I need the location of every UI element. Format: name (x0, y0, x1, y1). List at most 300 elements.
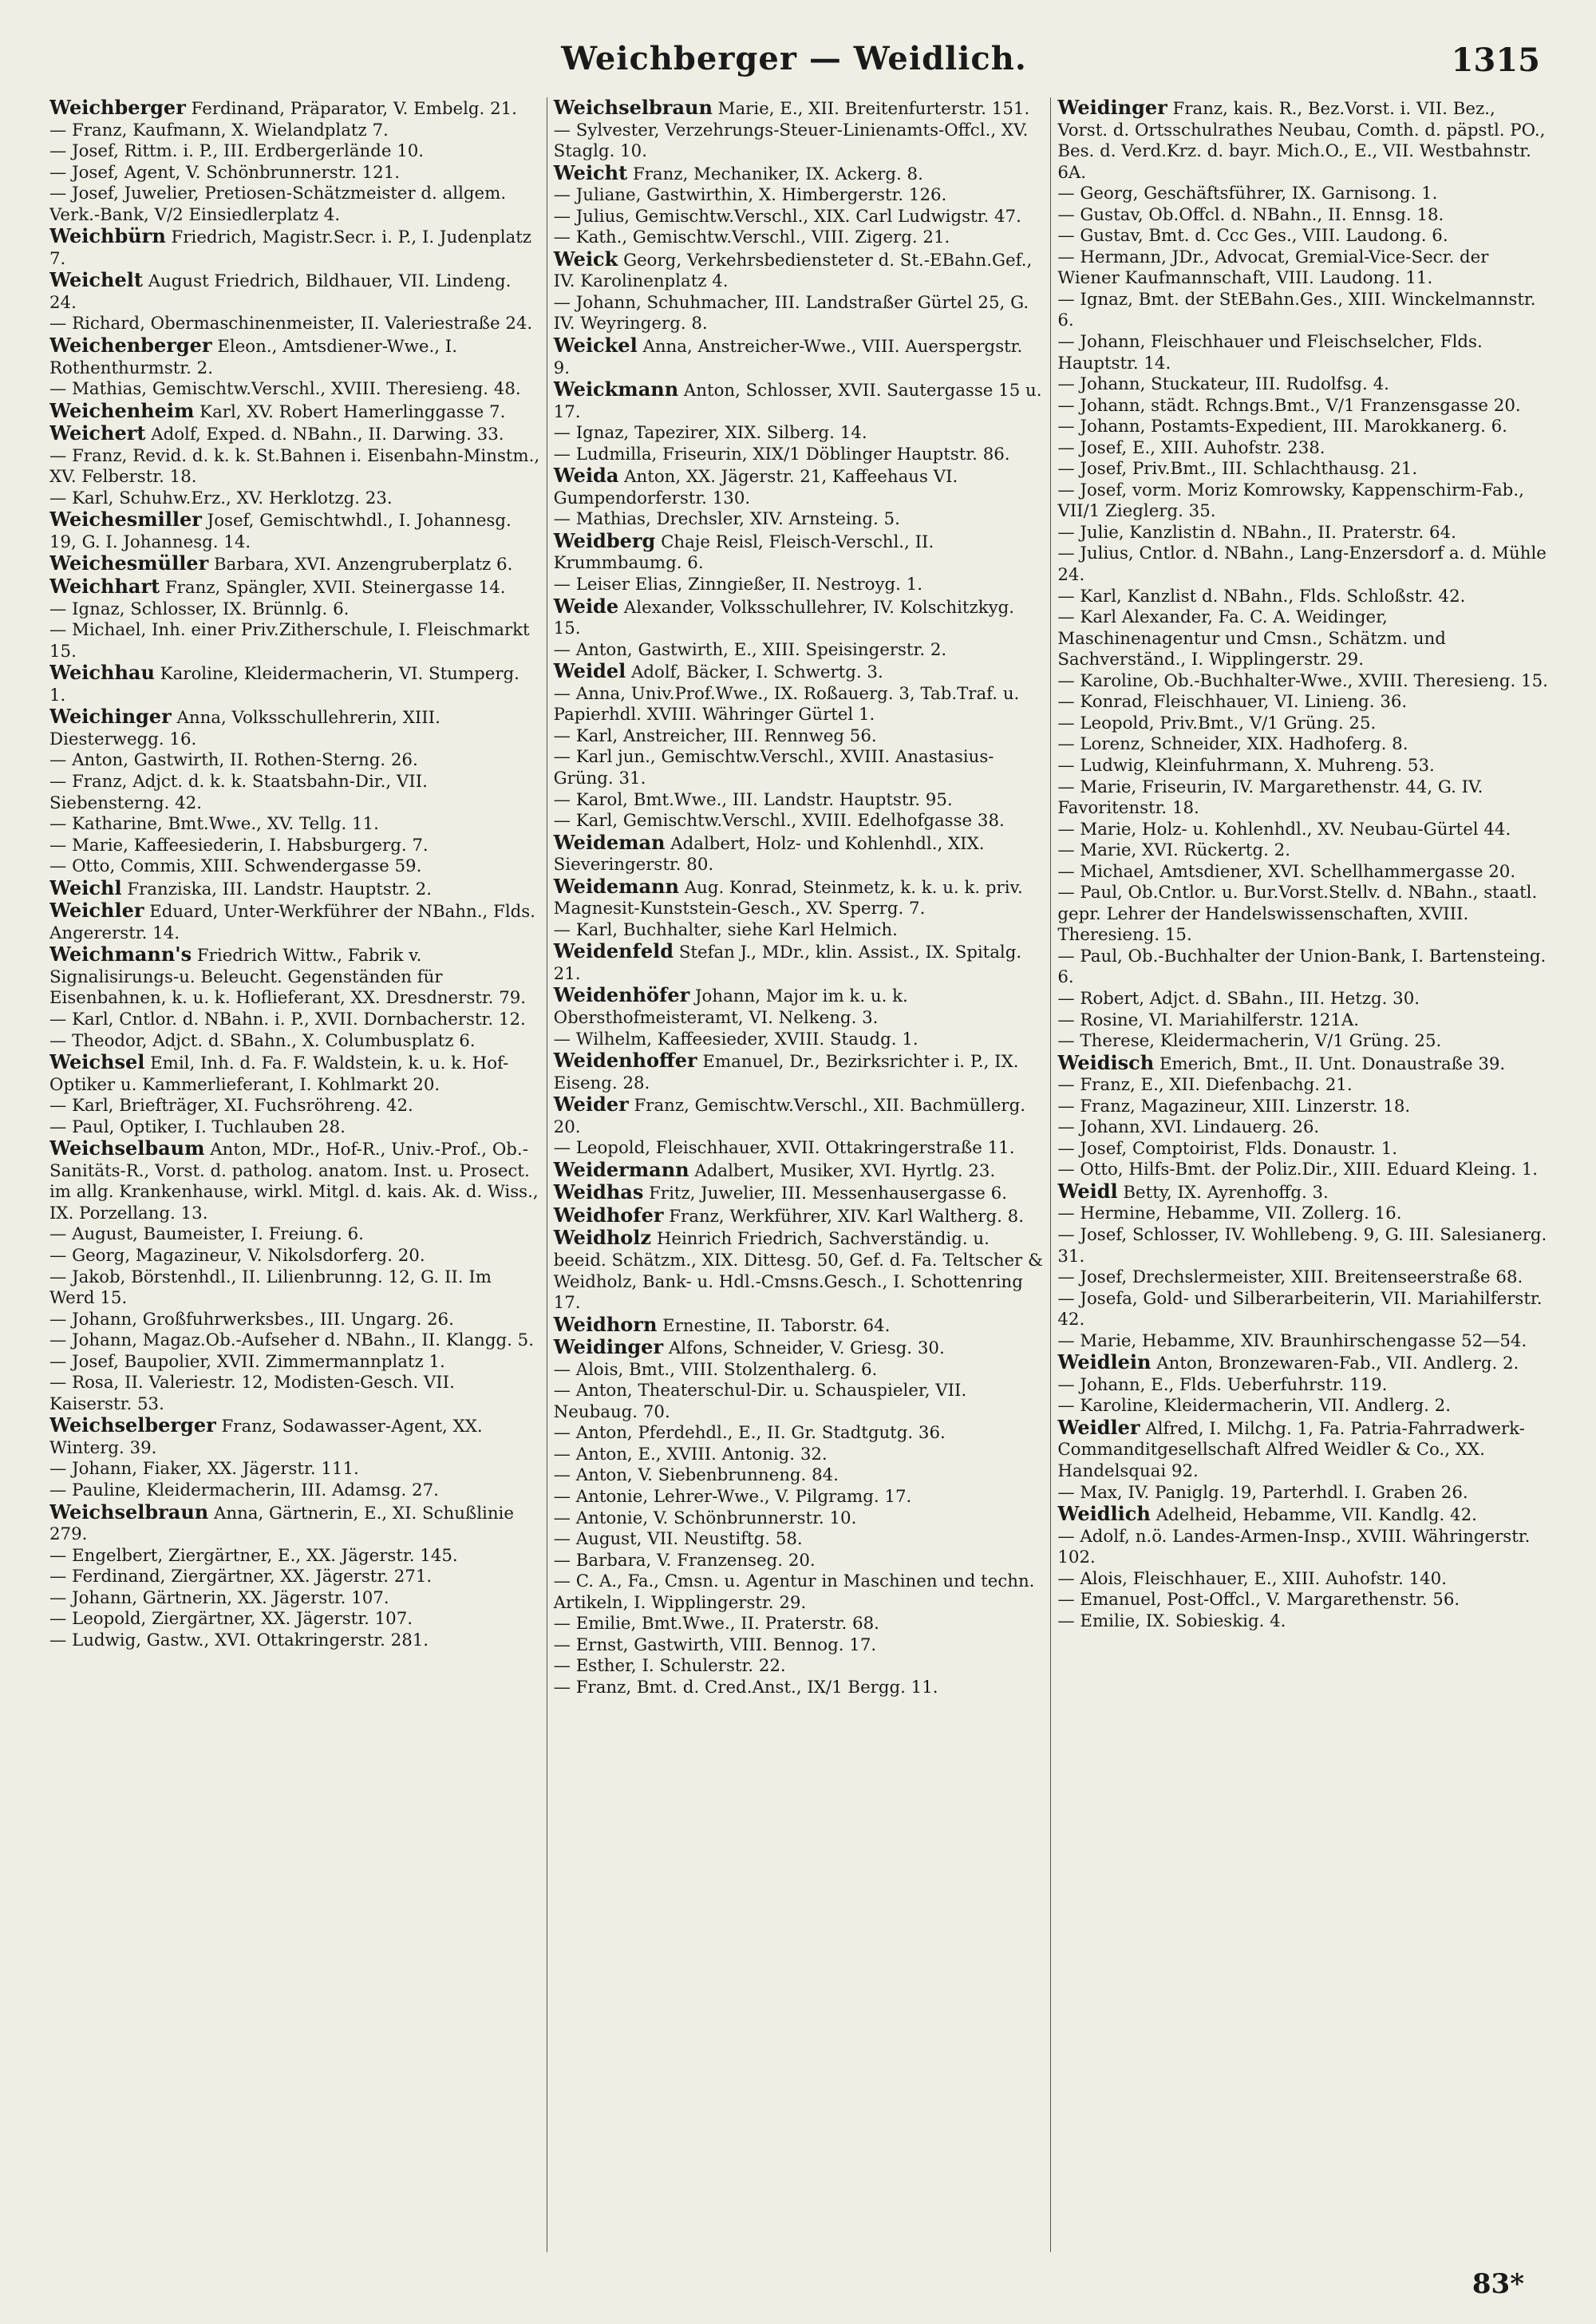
entry-surname: Weidel (553, 659, 626, 683)
entry-surname: Weichsel (49, 1050, 145, 1074)
directory-entry (554, 423, 1045, 445)
page-number: 1315 (1451, 42, 1540, 79)
directory-entry (1057, 97, 1548, 184)
directory-entry (553, 160, 1045, 186)
entry-surname: Weichenheim (49, 398, 195, 422)
entry-text: — Robert, Adjct. d. SBahn., III. Hetzg. 30. (1057, 988, 1420, 1009)
directory-entry (554, 445, 1045, 466)
entry-surname: Weidberg (553, 528, 656, 552)
entry-text: Ernestine, II. Taborstr. 64. (657, 1315, 891, 1336)
entry-text: Adolf, Bäcker, I. Schwertg. 3. (626, 662, 883, 683)
entry-text: Karl, XV. Robert Hamerlinggasse 7. (194, 401, 506, 422)
entry-text: — Rosine, VI. Mariahilferstr. 121A. (1057, 1010, 1360, 1030)
entry-surname: Weickmann (553, 377, 679, 401)
directory-entry (1057, 290, 1548, 332)
directory-entry (554, 1656, 1045, 1678)
entry-surname: Weichl (49, 875, 122, 899)
entry-text: — Mathias, Gemischtw.Verschl., XVIII. Theresieng. 48. (49, 379, 521, 400)
entry-surname: Weichmann's (49, 943, 192, 966)
entry-surname: Weidenhoffer (553, 1049, 697, 1073)
entry-text: — Paul, Ob.Cntlor. u. Bur.Vorst.Stellv. d. NBahn., staatl. gepr. Lehrer der Handelswissenschaften, XVIII. Theresieng. 15. (1057, 883, 1538, 946)
directory-entry (49, 900, 540, 944)
entry-text: Alfred, I. Milchg. 1, Fa. Patria-Fahrradwerk-Commanditgesellschaft Alfred Weidler & Co., XX. Handelsquai 92. (1057, 1418, 1525, 1481)
entry-text: — Emilie, Bmt.Wwe., II. Praterstr. 68. (553, 1614, 879, 1634)
directory-entry (1057, 543, 1548, 586)
directory-entry (49, 141, 540, 163)
directory-entry (1057, 184, 1548, 205)
directory-entry (554, 920, 1045, 942)
entry-surname: Weidhorn (553, 1312, 658, 1336)
entry-text: Adalbert, Holz- und Kohlenhdl., XIX. Sieveringerstr. 80. (553, 833, 985, 875)
directory-entry (1057, 1396, 1548, 1417)
entry-surname: Weidler (1057, 1415, 1140, 1439)
directory-columns (49, 97, 1548, 2252)
entry-surname: Weidholz (553, 1226, 652, 1250)
directory-entry (1057, 1504, 1548, 1527)
directory-entry (1057, 480, 1548, 523)
entry-text: — August, Baumeister, I. Freiung. 6. (49, 1224, 364, 1245)
entry-text: — Alois, Bmt., VIII. Stolzenthalerg. 6. (553, 1359, 878, 1380)
directory-entry (1057, 1417, 1548, 1483)
entry-surname: Weidlein (1057, 1350, 1152, 1374)
entry-text: — Therese, Kleidermacherin, V/1 Grüng. 25. (1057, 1031, 1442, 1052)
entry-text: — Gustav, Ob.Offcl. d. NBahn., II. Ennsg. 18. (1057, 204, 1444, 225)
entry-surname: Weidenhöfer (553, 983, 690, 1007)
directory-entry (49, 1138, 540, 1224)
entry-surname: Weichselbraun (49, 1500, 209, 1524)
entry-surname: Weide (553, 594, 619, 618)
directory-entry (553, 1157, 1045, 1183)
directory-entry (554, 640, 1045, 662)
entry-surname: Weidl (1057, 1179, 1118, 1203)
directory-entry (1057, 862, 1548, 883)
entry-text: — Franz, Adjct. d. k. k. Staatsbahn-Dir., VII. Siebensterng. 42. (49, 771, 428, 813)
directory-entry (49, 1609, 540, 1630)
entry-surname: Weicht (553, 160, 628, 184)
entry-text: Emanuel, Dr., Bezirksrichter i. P., IX. Eiseng. 28. (553, 1052, 1019, 1093)
entry-text: Johann, Major im k. u. k. Obersthofmeisteramt, VI. Nelkeng. 3. (553, 986, 908, 1028)
entry-text: — Hermann, JDr., Advocat, Gremial-Vice-Secr. der Wiener Kaufmannschaft, VIII. Laudong. 11. (1057, 247, 1489, 289)
entry-text: — Marie, Kaffeesiederin, I. Habsburgerg. 7. (49, 835, 429, 856)
entry-text: — Leopold, Ziergärtner, XX. Jägerstr. 107. (49, 1609, 413, 1630)
directory-entry (554, 790, 1045, 812)
entry-text: Anna, Anstreicher-Wwe., VIII. Auerspergstr. 9. (553, 337, 1023, 378)
entry-text: Franz, Werkführer, XIV. Karl Waltherg. 8. (663, 1206, 1024, 1227)
entry-text: Stefan J., MDr., klin. Assist., IX. Spitalg. 21. (553, 943, 1022, 984)
directory-entry (1057, 1181, 1548, 1204)
directory-entry (1057, 713, 1548, 735)
directory-entry (49, 1546, 540, 1567)
directory-entry (554, 1445, 1045, 1466)
entry-text: — Johann, E., Flds. Ueberfuhrstr. 119. (1057, 1374, 1388, 1395)
entry-surname: Weichesmüller (49, 551, 209, 575)
directory-entry (49, 423, 540, 446)
entry-text: Emil, Inh. d. Fa. F. Waldstein, k. u. k. Hof-Optiker u. Kammerlieferant, I. Kohlmarkt 20. (49, 1053, 509, 1095)
entry-text: — Antonie, Lehrer-Wwe., V. Pilgramg. 17. (553, 1487, 912, 1507)
directory-entry (554, 1381, 1045, 1423)
directory-entry (49, 1415, 540, 1459)
entry-text: Chaje Reisl, Fleisch-Verschl., II. Krummbaumg. 6. (553, 532, 934, 574)
directory-entry (554, 509, 1045, 531)
directory-entry (554, 1529, 1045, 1551)
directory-entry (554, 1614, 1045, 1635)
entry-text: — Leopold, Priv.Bmt., V/1 Grüng. 25. (1057, 713, 1377, 733)
directory-entry (554, 726, 1045, 748)
entry-text: Anton, XX. Jägerstr. 21, Kaffeehaus VI. Gumpendorferstr. 130. (553, 467, 958, 508)
entry-text: — Richard, Obermaschinenmeister, II. Valeriestraße 24. (49, 314, 533, 334)
directory-entry (554, 1138, 1045, 1160)
entry-text: — Karoline, Kleidermacherin, VII. Andlerg. 2. (1057, 1396, 1452, 1417)
directory-entry (1057, 1289, 1548, 1331)
entry-text: — August, VII. Neustiftg. 58. (553, 1529, 803, 1550)
entry-text: — Julius, Cntlor. d. NBahn., Lang-Enzersdorf a. d. Mühle 24. (1057, 543, 1547, 586)
directory-entry (554, 1094, 1045, 1138)
entry-text: — Marie, XVI. Rückertg. 2. (1057, 840, 1290, 861)
entry-text: Anton, MDr., Hof-R., Univ.-Prof., Ob.-Sanitäts-R., Vorst. d. patholog. anatom. Inst. u. Prosect. im allg. Krankenhause, wirkl. Mitgl. d. kais. Ak. d. Wiss., IX. Porzellang. 13. (49, 1140, 539, 1223)
directory-entry (554, 379, 1045, 423)
entry-text: Franziska, III. Landstr. Hauptstr. 2. (121, 879, 433, 899)
entry-surname: Weichselbraun (553, 97, 713, 119)
entry-text: — Johann, Stuckateur, III. Rudolfsg. 4. (1057, 374, 1389, 395)
entry-text: — C. A., Fa., Cmsn. u. Agentur in Maschinen und techn. Artikeln, I. Wipplingerstr. 29. (553, 1571, 1035, 1613)
directory-entry (49, 1267, 540, 1310)
directory-entry (1057, 1527, 1548, 1569)
directory-entry (49, 1630, 540, 1652)
directory-entry (49, 576, 540, 599)
entry-text: — Franz, Revid. d. k. k. St.Bahnen i. Eisenbahn-Minstm., XV. Felberstr. 18. (49, 445, 540, 488)
entry-text: — Johann, Großfuhrwerksbes., III. Ungarg. 26. (49, 1309, 454, 1330)
directory-entry (49, 121, 540, 142)
entry-text: Marie, E., XII. Breitenfurterstr. 151. (712, 99, 1030, 119)
entry-text: — Johann, Fiaker, XX. Jägerstr. 111. (49, 1459, 359, 1480)
directory-entry (1057, 607, 1548, 671)
entry-text: — Karoline, Ob.-Buchhalter-Wwe., XVIII. Theresieng. 15. (1057, 670, 1548, 691)
directory-entry (1057, 1139, 1548, 1160)
directory-entry (49, 814, 540, 836)
entry-text: — Josef, vorm. Moriz Komrowsky, Kappenschirm-Fab., VII/1 Zieglerg. 35. (1057, 480, 1524, 522)
directory-entry (1057, 1204, 1548, 1225)
directory-entry (1057, 989, 1548, 1010)
entry-text: — Georg, Magazineur, V. Nikolsdorferg. 20. (49, 1245, 425, 1266)
directory-entry (554, 1314, 1045, 1338)
entry-text: — Adolf, n.ö. Landes-Armen-Insp., XVIII. Währingerstr. 102. (1057, 1526, 1531, 1568)
entry-text: — Johann, Fleischhauer und Fleischselcher, Flds. Hauptstr. 14. (1057, 332, 1483, 374)
directory-entry (1057, 883, 1548, 947)
directory-entry (49, 1246, 540, 1267)
entry-text: — Marie, Friseurin, IV. Margarethenstr. 44, G. IV. Favoritenstr. 18. (1057, 777, 1483, 819)
entry-text: — Michael, Inh. einer Priv.Zitherschule, I. Fleischmarkt 15. (49, 620, 530, 662)
directory-entry (553, 528, 1045, 575)
directory-entry (554, 335, 1045, 379)
entry-surname: Weidinger (553, 1335, 664, 1359)
directory-entry (49, 335, 540, 379)
directory-entry (1057, 1590, 1548, 1611)
directory-entry (1057, 1569, 1548, 1591)
entry-text: — Otto, Commis, XIII. Schwendergasse 59. (49, 856, 422, 877)
entry-surname: Weidhofer (553, 1203, 664, 1227)
entry-text: — Johann, XVI. Lindauerg. 26. (1057, 1117, 1320, 1138)
entry-text: — Anton, E., XVIII. Antonig. 32. (553, 1444, 828, 1464)
entry-text: Emerich, Bmt., II. Unt. Donaustraße 39. (1154, 1053, 1506, 1074)
directory-entry (49, 1117, 540, 1139)
directory-entry (49, 1373, 540, 1415)
entry-text: — Johann, Gärtnerin, XX. Jägerstr. 107. (49, 1587, 389, 1608)
entry-text: Fritz, Juwelier, III. Messenhausergasse 6. (643, 1184, 1007, 1204)
column-middle (547, 97, 1045, 2252)
entry-text: Karoline, Kleidermacherin, VI. Stumperg. 1. (49, 664, 519, 706)
entry-text: — Johann, städt. Rchngs.Bmt., V/1 Franzensgasse 20. (1057, 395, 1521, 416)
entry-text: — Ernst, Gastwirth, VIII. Bennog. 17. (553, 1634, 877, 1655)
directory-entry (554, 876, 1045, 920)
directory-entry (554, 661, 1045, 684)
directory-entry (1057, 1160, 1548, 1181)
directory-entry (49, 1224, 540, 1246)
directory-entry (49, 398, 540, 424)
entry-surname: Weidhas (553, 1180, 644, 1204)
entry-surname: Weider (553, 1093, 629, 1117)
directory-entry (554, 596, 1045, 640)
entry-text: Georg, Verkehrsbediensteter d. St.-EBahn.Gef., IV. Karolinenplatz 4. (553, 250, 1033, 292)
entry-surname: Weichert (49, 421, 146, 445)
directory-entry (554, 121, 1045, 163)
directory-entry (554, 811, 1045, 832)
directory-entry (554, 1635, 1045, 1657)
entry-text: — Josef, E., XIII. Auhofstr. 238. (1057, 437, 1325, 458)
directory-entry (554, 1423, 1045, 1445)
entry-text: — Karl jun., Gemischtw.Verschl., XVIII. Anastasius-Grüng. 31. (553, 747, 994, 788)
entry-text: — Jakob, Börstenhdl., II. Lilienbrunng. 12, G. II. Im Werd 15. (49, 1267, 492, 1309)
entry-text: — Ignaz, Tapezirer, XIX. Silberg. 14. (553, 423, 867, 444)
directory-entry (1057, 777, 1548, 820)
directory-entry (1057, 523, 1548, 544)
directory-entry (554, 293, 1045, 335)
entry-text: — Karl, Kanzlist d. NBahn., Flds. Schloßstr. 42. (1057, 586, 1466, 607)
entry-surname: Weidlich (1057, 1502, 1151, 1526)
entry-text: — Anton, V. Siebenbrunneng. 84. (553, 1465, 839, 1486)
entry-text: — Josef, Baupolier, XVII. Zimmermannplatz 1. (49, 1351, 445, 1372)
entry-text: Ferdinand, Präparator, V. Embelg. 21. (185, 99, 517, 119)
directory-entry (554, 1360, 1045, 1381)
entry-surname: Weichinger (49, 705, 172, 729)
signature-mark: 83* (1472, 2268, 1524, 2300)
entry-text: — Karl Alexander, Fa. C. A. Weidinger, Maschinenagentur und Cmsn., Schätzm. und Sachverständ., I. Wipplingerstr. 29. (1057, 607, 1446, 670)
entry-text: — Josef, Priv.Bmt., III. Schlachthausg. 21. (1057, 459, 1418, 480)
directory-entry (49, 509, 540, 553)
directory-entry (1057, 396, 1548, 417)
directory-entry (1057, 247, 1548, 290)
directory-entry (49, 1330, 540, 1352)
entry-text: — Ludmilla, Friseurin, XIX/1 Döblinger Hauptstr. 86. (553, 444, 1010, 464)
entry-text: — Emanuel, Post-Offcl., V. Margarethenstr. 56. (1057, 1590, 1460, 1611)
directory-entry (1057, 587, 1548, 608)
entry-text: — Esther, I. Schulerstr. 22. (553, 1656, 786, 1677)
entry-text: Josef, Gemischtwhdl., I. Johannesg. 19, G. I. Johannesg. 14. (49, 511, 512, 552)
directory-entry (1057, 1331, 1548, 1353)
entry-text: — Karl, Anstreicher, III. Rennweg 56. (553, 725, 877, 746)
directory-entry (49, 1502, 540, 1546)
directory-entry (1057, 1267, 1548, 1289)
entry-text: — Johann, Postamts-Expedient, III. Marokkanerg. 6. (1057, 417, 1507, 437)
page-header (48, 40, 1540, 88)
entry-text: Anna, Gärtnerin, E., XI. Schußlinie 279. (49, 1503, 514, 1545)
directory-entry (554, 97, 1045, 121)
entry-text: — Marie, Holz- u. Kohlenhdl., XV. Neubau-Gürtel 44. (1057, 819, 1511, 840)
entry-text: — Karl, Gemischtw.Verschl., XVIII. Edelhofgasse 38. (553, 811, 1005, 832)
directory-entry (554, 684, 1045, 726)
entry-text: — Josef, Rittm. i. P., III. Erdbergerlände 10. (49, 141, 425, 162)
entry-surname: Weichelt (49, 268, 143, 292)
directory-entry (554, 1205, 1045, 1228)
directory-entry (1057, 756, 1548, 777)
directory-entry (49, 836, 540, 857)
entry-text: Franz, kais. R., Bez.Vorst. i. VII. Bez., Vorst. d. Ortsschulrathes Neubau, Comth. d. päpstl. PO., Bes. d. Verd.Krz. d. bayr. Mich.O., E., VII. Westbahnstr. 6A. (1057, 99, 1546, 183)
entry-text: — Ignaz, Bmt. der StEBahn.Ges., XIII. Winckelmannstr. 6. (1057, 289, 1536, 331)
entry-text: — Josef, Comptoirist, Flds. Donaustr. 1. (1057, 1138, 1398, 1159)
directory-entry (554, 1551, 1045, 1572)
directory-entry (1057, 1075, 1548, 1097)
directory-entry (49, 662, 540, 706)
directory-entry (1057, 205, 1548, 227)
entry-text: — Anna, Univ.Prof.Wwe., IX. Roßauerg. 3, Tab.Traf. u. Papierhdl. XVIII. Währinger Gürtel 1. (553, 683, 1020, 725)
entry-surname: Weichselberger (49, 1413, 216, 1437)
entry-text: Franz, Sodawasser-Agent, XX. Winterg. 39. (49, 1417, 483, 1458)
page-title: Weichberger — Weidlich. (561, 40, 1027, 77)
directory-entry (49, 1588, 540, 1610)
directory-entry (1057, 459, 1548, 480)
entry-text: — Johann, Schuhmacher, III. Landstraßer Gürtel 25, G. IV. Weyringerg. 8. (553, 292, 1029, 334)
entry-text: — Katharine, Bmt.Wwe., XV. Tellg. 11. (49, 814, 379, 835)
entry-text: — Emilie, IX. Sobieskig. 4. (1057, 1611, 1286, 1631)
entry-text: Anna, Volksschullehrerin, XIII. Diesterwegg. 16. (49, 708, 440, 749)
directory-entry (1057, 1117, 1548, 1139)
entry-text: — Wilhelm, Kaffeesieder, XVIII. Staudg. 1. (553, 1029, 918, 1049)
entry-text: — Julie, Kanzlistin d. NBahn., II. Praterstr. 64. (1057, 522, 1456, 543)
entry-surname: Weichhau (49, 661, 155, 685)
directory-entry (49, 270, 540, 314)
entry-surname: Weichberger (49, 97, 186, 119)
entry-text: Eleon., Amtsdiener-Wwe., I. Rothenthurmstr. 2. (49, 337, 457, 378)
entry-text: — Mathias, Drechsler, XIV. Arnsteing. 5. (553, 509, 900, 530)
column-right (1050, 97, 1548, 2252)
directory-entry (49, 163, 540, 184)
directory-entry (49, 488, 540, 510)
entry-text: Adalbert, Musiker, XVI. Hyrtlg. 23. (689, 1160, 996, 1181)
entry-text: — Georg, Geschäftsführer, IX. Garnisong. 1. (1057, 184, 1438, 204)
entry-text: — Paul, Ob.-Buchhalter der Union-Bank, I. Bartensteing. 6. (1057, 946, 1547, 988)
directory-entry (554, 575, 1045, 596)
directory-entry (554, 1465, 1045, 1487)
directory-entry (49, 226, 540, 270)
directory-entry (1057, 1352, 1548, 1375)
entry-text: Alexander, Volksschullehrer, IV. Kolschitzkyg. 15. (553, 597, 1015, 639)
entry-text: — Theodor, Adjct. d. SBahn., X. Columbusplatz 6. (49, 1030, 476, 1051)
directory-entry (49, 446, 540, 488)
directory-entry (554, 185, 1045, 207)
directory-entry (554, 1487, 1045, 1508)
directory-entry (554, 1050, 1045, 1094)
entry-text: — Anton, Theaterschul-Dir. u. Schauspieler, VII. Neubaug. 70. (553, 1381, 967, 1422)
directory-entry (1057, 1010, 1548, 1032)
directory-entry (1057, 1483, 1548, 1504)
directory-entry (49, 750, 540, 772)
entry-text: — Josef, Juwelier, Pretiosen-Schätzmeister d. allgem. Verk.-Bank, V/2 Einsiedlerplatz 4. (49, 184, 507, 225)
entry-surname: Weickel (553, 334, 638, 358)
entry-text: — Juliane, Gastwirthin, X. Himbergerstr. 126. (553, 185, 947, 206)
directory-entry (49, 620, 540, 662)
directory-entry (554, 1227, 1045, 1314)
entry-text: — Ludwig, Kleinfuhrmann, X. Muhreng. 53. (1057, 755, 1435, 776)
directory-entry (49, 1031, 540, 1053)
directory-entry (1057, 417, 1548, 438)
directory-entry (554, 1678, 1045, 1699)
directory-entry (49, 599, 540, 621)
directory-entry (1057, 332, 1548, 374)
entry-text: — Lorenz, Schneider, XIX. Hadhoferg. 8. (1057, 734, 1408, 755)
directory-entry (49, 1096, 540, 1117)
directory-entry (49, 314, 540, 335)
directory-entry (49, 184, 540, 226)
column-left (49, 97, 540, 2252)
entry-text: — Konrad, Fleischhauer, VI. Linieng. 36. (1057, 692, 1408, 713)
entry-text: — Julius, Gemischtw.Verschl., XIX. Carl Ludwigstr. 47. (553, 206, 1021, 227)
entry-surname: Weidemann (553, 874, 679, 898)
directory-entry (1057, 1375, 1548, 1397)
entry-surname: Weichbürn (49, 224, 166, 248)
entry-text: Alfons, Schneider, V. Griesg. 30. (663, 1338, 945, 1359)
directory-entry (554, 747, 1045, 789)
entry-surname: Weichler (49, 899, 144, 923)
entry-text: — Michael, Amtsdiener, XVI. Schellhammergasse 20. (1057, 861, 1516, 882)
entry-text: — Franz, E., XII. Diefenbachg. 21. (1057, 1075, 1353, 1096)
directory-entry (1057, 671, 1548, 693)
entry-text: Anton, Schlosser, XVII. Sautergasse 15 u. 17. (553, 381, 1042, 422)
entry-text: — Otto, Hilfs-Bmt. der Poliz.Dir., XIII. Eduard Kleing. 1. (1057, 1160, 1539, 1180)
entry-text: — Franz, Magazineur, XIII. Linzerstr. 18. (1057, 1096, 1411, 1117)
entry-text: Adelheid, Hebamme, VII. Kandlg. 42. (1150, 1505, 1477, 1526)
entry-text: Franz, Mechaniker, IX. Ackerg. 8. (627, 164, 923, 184)
directory-entry (554, 1571, 1045, 1614)
directory-entry (554, 465, 1045, 509)
directory-entry (49, 706, 540, 750)
directory-entry (554, 1337, 1045, 1360)
directory-entry (49, 1567, 540, 1588)
entry-text: — Gustav, Bmt. d. Ccc Ges., VIII. Laudong. 6. (1057, 226, 1448, 247)
directory-entry (49, 1310, 540, 1331)
entry-surname: Weichenberger (49, 334, 212, 358)
directory-entry (554, 832, 1045, 876)
entry-text: — Josefa, Gold- und Silberarbeiterin, VII. Mariahilferstr. 42. (1057, 1288, 1543, 1330)
entry-text: — Anton, Gastwirth, E., XIII. Speisingerstr. 2. (553, 639, 947, 660)
directory-entry (554, 249, 1045, 293)
entry-text: — Karl, Cntlor. d. NBahn. i. P., XVII. Dornbacherstr. 12. (49, 1009, 526, 1030)
directory-entry (49, 1352, 540, 1373)
entry-surname: Weida (553, 464, 619, 488)
entry-text: — Ludwig, Gastw., XVI. Ottakringerstr. 281. (49, 1630, 429, 1650)
directory-entry (1057, 947, 1548, 989)
entry-text: — Karl, Buchhalter, siehe Karl Helmich. (553, 919, 898, 940)
entry-text: — Sylvester, Verzehrungs-Steuer-Linienamts-Offcl., XV. Staglg. 10. (553, 120, 1029, 162)
entry-text: — Engelbert, Ziergärtner, E., XX. Jägerstr. 145. (49, 1545, 458, 1566)
entry-text: — Franz, Bmt. d. Cred.Anst., IX/1 Bergg. 11. (553, 1677, 938, 1698)
directory-entry (554, 985, 1045, 1029)
entry-text: — Leiser Elias, Zinngießer, II. Nestroyg. 1. (553, 575, 923, 595)
entry-surname: Weick (553, 247, 618, 271)
entry-text: Friedrich Wittw., Fabrik v. Signalisirungs-u. Beleucht. Gegenständen für Eisenbahnen, k. u. k. Hoflieferant, XX. Dresdnerstr. 79. (49, 946, 527, 1009)
entry-text: — Barbara, V. Franzenseg. 20. (553, 1550, 816, 1571)
directory-entry (49, 1052, 540, 1096)
directory-entry (49, 875, 540, 901)
directory-entry (49, 772, 540, 814)
